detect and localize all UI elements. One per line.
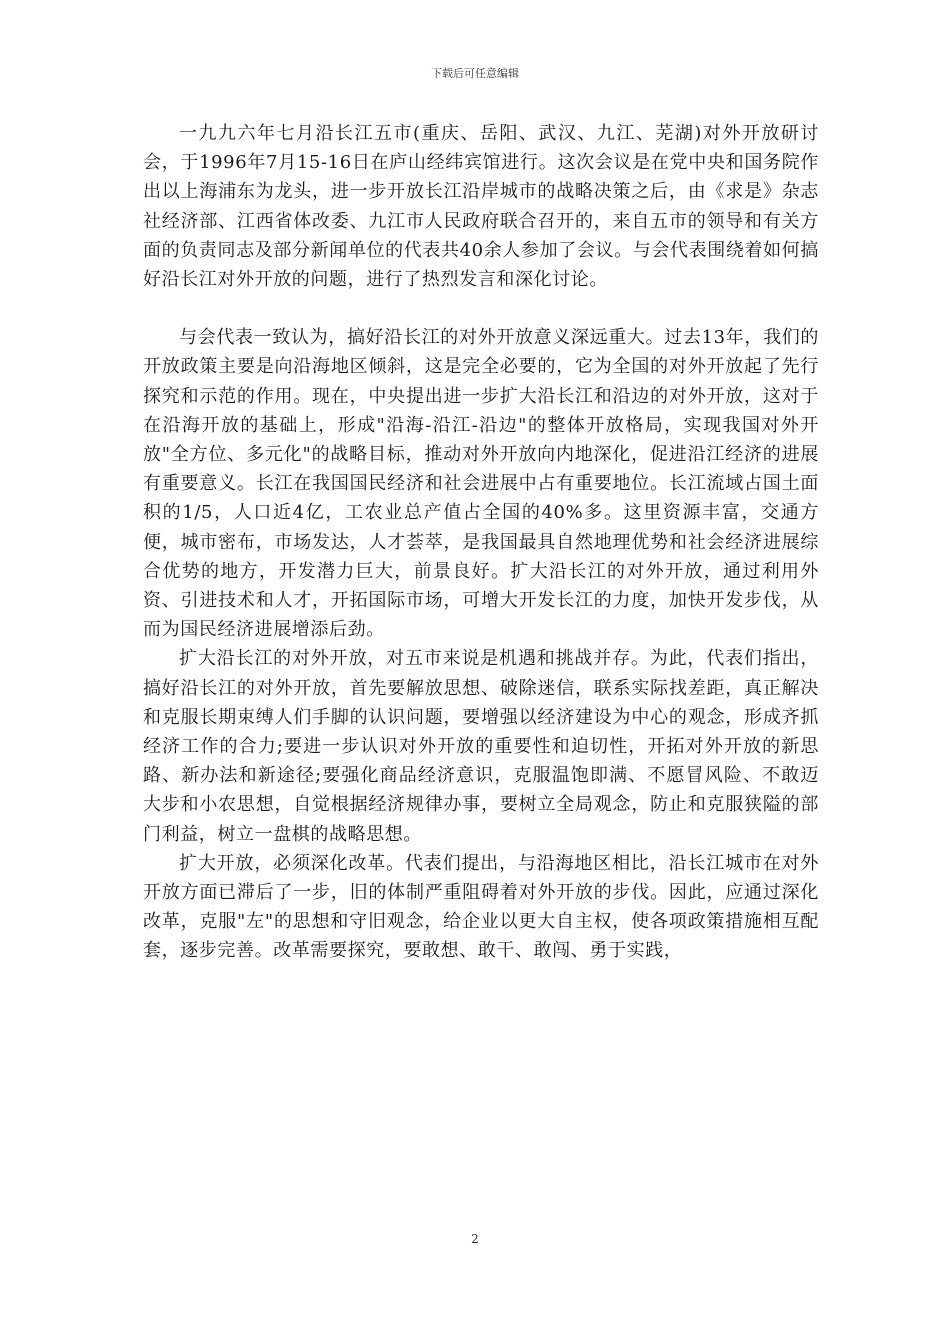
paragraph-opportunity: 扩大沿长江的对外开放，对五市来说是机遇和挑战并存。为此，代表们指出，搞好沿长江的对外开放，首先要解放思想、破除迷信，联系实际找差距，真正解决和克服长期束缚人们手脚的认识问题，要增强以经济建设为中心的观念，形成齐抓经济工作的合力;要进一步认识对外开放的重要性和迫切性，开拓对外开放的新思路、新办法和新途径;要强化商品经济意识，克服温饱即满、不愿冒风险、不敢迈大步和小农思想，自觉根据经济规律办事，要树立全局观念，防止和克服狭隘的部门利益，树立一盘棋的战略思想。	[143, 648, 819, 845]
page-header: 下载后可任意编辑	[431, 67, 519, 80]
paragraph-intro: 一九九六年七月沿长江五市(重庆、岳阳、武汉、九江、芜湖)对外开放研讨会，于1996年7月15-16日在庐山经纬宾馆进行。这次会议是在党中央和国务院作出以上海浦东为龙头，进一步开放长江沿岸城市的战略决策之后，由《求是》杂志社经济部、江西省体改委、九江市人民政府联合召开的，来自五市的领导和有关方面的负责同志及部分新闻单位的代表共40余人参加了会议。与会代表围绕着如何搞好沿长江对外开放的问题，进行了热烈发言和深化讨论。	[143, 123, 819, 291]
paragraph-reform: 扩大开放，必须深化改革。代表们提出，与沿海地区相比，沿长江城市在对外开放方面已滞后了一步，旧的体制严重阻碍着对外开放的步伐。因此，应通过深化改革，克服"左"的思想和守旧观念，给企业以更大自主权，使各项政策措施相互配套，逐步完善。改革需要探究，要敢想、敢干、敢闯、勇于实践，	[143, 852, 819, 962]
page-number: 2	[471, 1232, 479, 1246]
paragraph-significance: 与会代表一致认为，搞好沿长江的对外开放意义深远重大。过去13年，我们的开放政策主要是向沿海地区倾斜，这是完全必要的，它为全国的对外开放起了先行探究和示范的作用。现在，中央提出进一步扩大沿长江和沿边的对外开放，这对于在沿海开放的基础上，形成"沿海-沿江-沿边"的整体开放格局，实现我国对外开放"全方位、多元化"的战略目标，推动对外开放向内地深化，促进沿江经济的进展有重要意义。长江在我国国民经济和社会进展中占有重要地位。长江流域占国土面积的1/5，人口近4亿，工农业总产值占全国的40%多。这里资源丰富，交通方便，城市密布，市场发达，人才荟萃，是我国最具自然地理优势和社会经济进展综合优势的地方，开发潜力巨大，前景良好。扩大沿长江的对外开放，通过利用外资、引进技术和人才，开拓国际市场，可增大开发长江的力度，加快开发步伐，从而为国民经济进展增添后劲。	[143, 327, 819, 641]
paragraph-spacer	[143, 294, 819, 323]
document-body	[143, 119, 819, 966]
